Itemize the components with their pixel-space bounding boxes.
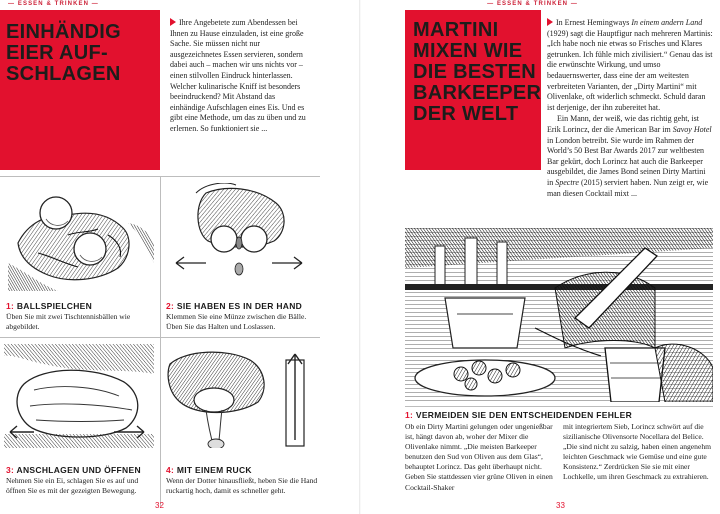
step-4-number: 4: [166, 465, 175, 475]
hand-cracking-egg-illustration [4, 344, 154, 448]
page-number-right: 33 [556, 501, 565, 510]
book-title: In einem andern Land [631, 18, 703, 27]
body-column-1: Ob ein Dirty Martini gelungen oder ungenießbar ist, hängt davon ab, woher der Mixer die Olivenlake nimmt. „Die meisten Barkeeper benutzen den Sud von Oliven aus dem Glas“, behauptet Lorincz. Das geht überhaupt nicht. Geben Sie stattdessen vier grüne Oliven in einen Cocktail-Shaker [405, 422, 553, 492]
red-triangle-icon [170, 18, 176, 26]
step-1-title: BALLSPIELCHEN [16, 301, 93, 311]
intro-text-left [170, 18, 310, 135]
hand-holding-balls-coin-illustration [166, 183, 316, 291]
arrow-up-icon [282, 352, 308, 448]
step-4-text: Wenn der Dotter hinausfließt, heben Sie die Hand ruckartig hoch, damit es schneller geht. [166, 476, 318, 496]
step-3-text: Nehmen Sie ein Ei, schlagen Sie es auf und öffnen Sie es mit der gezeigten Bewegung. [6, 476, 139, 496]
intro-p2-mid: in London betreibt. Sie wurde im Rahmen der World’s 50 Best Bar Awards 2017 zur weltbesten Bar gekürt, doch Lorincz hat auch die Barkeeper ausgebildet, die James Bond seinen Dirty Martini in [547, 135, 706, 187]
step-2-number: 2: [166, 301, 175, 311]
step-1-heading [6, 301, 92, 311]
intro-paragraph-1 [547, 18, 713, 113]
step-4-heading [166, 465, 252, 475]
step-1-number: 1: [6, 301, 15, 311]
article-title-left: EINHÄNDIG EIER AUF-SCHLAGEN [6, 21, 121, 85]
step-1-text: Üben Sie mit zwei Tischtennisbällen wie abgebildet. [6, 312, 131, 332]
martini-step-title: VERMEIDEN SIE DEN ENTSCHEIDENDEN FEHLER [415, 410, 633, 420]
step-3-heading [6, 465, 141, 475]
title-box-left [0, 10, 160, 170]
step-2-heading [166, 301, 302, 311]
article-title-right: MARTINI MIXEN WIE DIE BESTEN BARKEEPER DER WELT [413, 19, 542, 125]
step-2-text: Klemmen Sie eine Münze zwischen die Bälle. Üben Sie das Halten und Loslassen. [166, 312, 307, 332]
page-number-left: 32 [155, 501, 164, 510]
divider-v [160, 176, 161, 506]
step-4-title: MIT EINEM RUCK [176, 465, 252, 475]
intro-paragraph-left: Ihre Angebetete zum Abendessen bei Ihnen zu Hause einzuladen, ist eine große Sache. Sie müssen nicht nur ausgezeichnetes Essen servieren, sondern dabei auch – machen wir uns nichts vor – einen stilvollen Eindruck hinterlassen. Welcher kulinarische Kniff ist besonders beeindruckend? Mit Abstand das einhändige Aufschlagen eines Eis. Und es gibt eine Methode, um das zu üben und zu erlernen. So funktioniert sie ... [170, 18, 306, 133]
step-3-number: 3: [6, 465, 15, 475]
martini-step-1-heading [405, 410, 632, 420]
intro-p1-rest: (1929) sagt die Hauptfigur nach mehreren Martinis: „Ich habe noch nie etwas so Frisches und Klares getrunken. Ich fühle mich zivilisiert.“ Genau das ist die erwünschte Wirkung, und umso bedauernswerter, dass eine der am weitesten verbreiteten Varianten, der „Dirty Martini“ mit Olivenlake, oft widerlich schmeckt. Schuld daran ist derjenige, der ihn zubereitet hat. [547, 28, 713, 112]
martini-step-number: 1: [405, 410, 414, 420]
step-2-title: SIE HABEN ES IN DER HAND [176, 301, 303, 311]
intro-p2-part: Ein Mann, der weiß, wie das richtig geht, ist Erik Lorincz, der die American Bar im [547, 114, 699, 134]
hand-juggling-balls-illustration [8, 183, 154, 291]
intro-text-right [547, 18, 713, 200]
divider-h-right [405, 406, 713, 407]
red-triangle-icon [547, 18, 553, 26]
bartender-mixing-martini-illustration [405, 228, 713, 402]
body-column-2: mit integriertem Sieb, Lorincz schwört auf die sizilianische Olivensorte Nocellara del Belice. „Die sind nicht zu salzig, haben einen angenehm leichten Geschmack wie Gemüse und eine gute Konsistenz.“ Zerdrücken Sie sie mit einer Lochkelle, um ihren Geschmack zu extrahieren. [563, 422, 712, 482]
running-head-left: — ESSEN & TRINKEN — [8, 1, 99, 7]
divider-h-mid [0, 337, 320, 338]
hand-lifting-egg-illustration [166, 344, 276, 448]
title-box-right [405, 10, 541, 170]
hotel-name: Savoy Hotel [672, 124, 712, 134]
intro-p1-part: In Ernest Hemingways [556, 18, 632, 27]
step-3-title: ANSCHLAGEN UND ÖFFNEN [16, 465, 141, 475]
right-page [360, 0, 720, 514]
running-head-right: — ESSEN & TRINKEN — [487, 1, 578, 7]
intro-p2-rest: (2015) serviert haben. Nun zeigt er, wie man diesen Cocktail mixt ... [547, 177, 709, 198]
intro-paragraph-2 [547, 114, 713, 199]
film-title: Spectre [555, 177, 579, 187]
